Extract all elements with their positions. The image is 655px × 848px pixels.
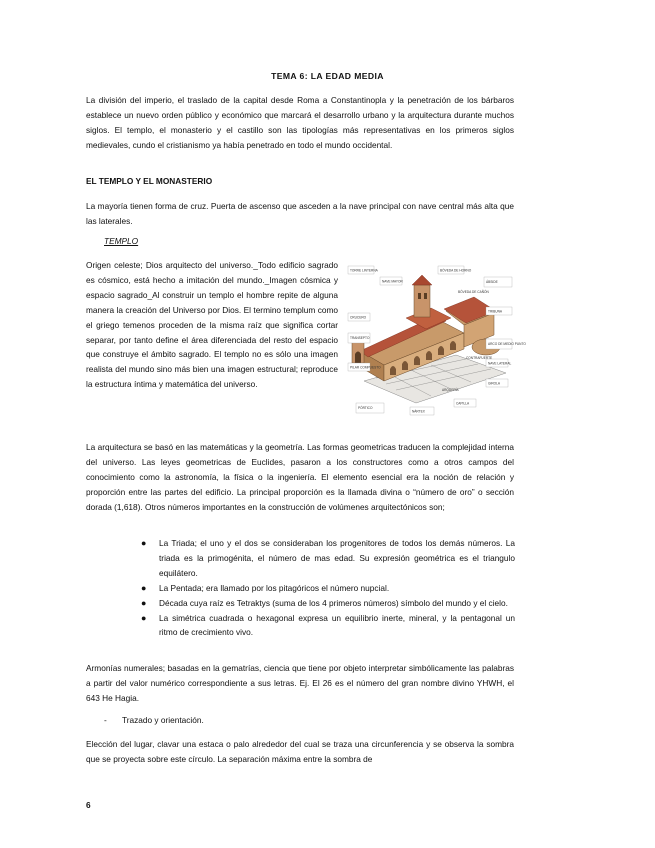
- figure-label: CONTRAFUERTE: [466, 356, 493, 360]
- trazado-item: [104, 715, 204, 725]
- figure-label: PÓRTICO: [358, 406, 373, 410]
- bullet-icon: ●: [141, 538, 147, 548]
- figure-label: BÓVEDA DE CAÑÓN: [458, 290, 489, 294]
- page-number: 6: [86, 800, 91, 810]
- intro-paragraph: La división del imperio, el traslado de la capital desde Roma a Constantinopla y la penetración de los bárbaros establece un nuevo orden público y económico que marcará el desarrollo urbano y la arquitectura durante muchos siglos. El templo, el monasterio y el castillo son las tipologías más representativas en los primeros siglos medievales, cundo el cristianismo ya había penetrado en todo el mundo occidental.: [86, 95, 514, 150]
- list-item: ● La Pentada; era llamado por los pitagóricos el número nupcial.: [140, 581, 515, 596]
- list-item: ● La Triada; el uno y el dos se consideraban los progenitores de todos los demás números. La triada es la primogénita, el número de mas edad. Su expresión geométrica es el triangulo equilátero.: [141, 538, 515, 578]
- figure-label: ARCO DE MEDIO PUNTO: [488, 342, 526, 346]
- figure-label: NAVE MAYOR: [382, 279, 403, 284]
- figure-label: GIROLA: [488, 381, 501, 386]
- figure-label: CAPILLA: [456, 401, 470, 406]
- dash-marker: -: [104, 715, 107, 725]
- templo-paragraph: Origen celeste; Dios arquitecto del universo._Todo edificio sagrado es cósmico, está hecho a imitación del mundo._Imagen cósmica y espacio sagrado_Al construir un templo el hombre repite de alguna manera la creación del Universo por Dios. El termino templum como el griego temenos proceden de la misma raíz que significa cortar separar, por tanto define el área diferenciada del resto del espacio que construye el ámbito sagrado. El templo no es sólo una imagen realista del mundo sino más bien una imagen estructural; reproduce la estructura íntima y matemática del universo.: [86, 260, 338, 390]
- templo-subheading: TEMPLO: [104, 236, 139, 246]
- eleccion-paragraph: Elección del lugar, clavar una estaca o palo alrededor del cual se traza una circunferencia y se observa la sombra que se proyecta sobre este círculo. La separación máxima entre la sombra de: [86, 739, 514, 764]
- trazado-label: Trazado y orientación.: [122, 715, 204, 725]
- bullet-icon: ●: [141, 582, 147, 593]
- page-title: TEMA 6: LA EDAD MEDIA: [271, 71, 384, 81]
- numbers-list: [140, 536, 515, 640]
- figure-label: TRANSEPTO: [350, 336, 370, 340]
- bullet-icon: ●: [141, 612, 147, 623]
- list-item: ● Década cuya raíz es Tetraktys (suma de los 4 primeros números) símbolo del mundo y el cielo.: [140, 596, 515, 611]
- figure-label: PILAR COMPUESTO: [350, 365, 381, 370]
- bullet-icon: ●: [141, 597, 147, 608]
- figure-label: TORRE LINTERNA: [350, 268, 378, 273]
- section-paragraph: La mayoría tienen forma de cruz. Puerta de ascenso que asceden a la nave principal con nave central más alta que las laterales.: [86, 201, 514, 226]
- romanesque-church-cutaway-image: [346, 263, 526, 418]
- figure-label: TRIBUNA: [488, 309, 502, 314]
- figure-label: CRUCERO: [350, 315, 367, 320]
- figure-label: NAVE LATERAL: [488, 361, 512, 366]
- church-illustration: [346, 263, 526, 418]
- figure-label: ÁBSIDE: [486, 280, 498, 284]
- figure-label: ARQUERÍA: [442, 388, 459, 392]
- armonias-paragraph: Armonías numerales; basadas en la gematrías, ciencia que tiene por objeto interpretar simbólicamente las palabras a partir del valor numérico correspondiente a sus letras. Ej. El 26 es el número del gran nombre divino YHWH, el 643 He Hagia.: [86, 663, 514, 703]
- figure-label: BÓVEDA DE HORNO: [440, 268, 472, 273]
- list-item: ● La simétrica cuadrada o hexagonal expresa un equilibrio inerte, mineral, y la pentagonal un ritmo de crecimiento vivo.: [141, 612, 515, 638]
- math-paragraph: La arquitectura se basó en las matemáticas y la geometría. Las formas geometricas traducen la complejidad interna del universo. Las leyes geometricas de Euclides, pasaron a los constructores como a otros campos del conocimiento como la astronomía, la física o la ingeniería. El elemento esencial era la noción de relación y proporción entre las partes del edificio. La principal proporción es la llamada divina o “número de oro” o sección dorada (1,618). Otros números importantes en la construcción de volúmenes arquitectónicos son;: [86, 442, 514, 512]
- section-heading: EL TEMPLO Y EL MONASTERIO: [86, 176, 213, 186]
- figure-label: NÁRTEX: [412, 409, 425, 414]
